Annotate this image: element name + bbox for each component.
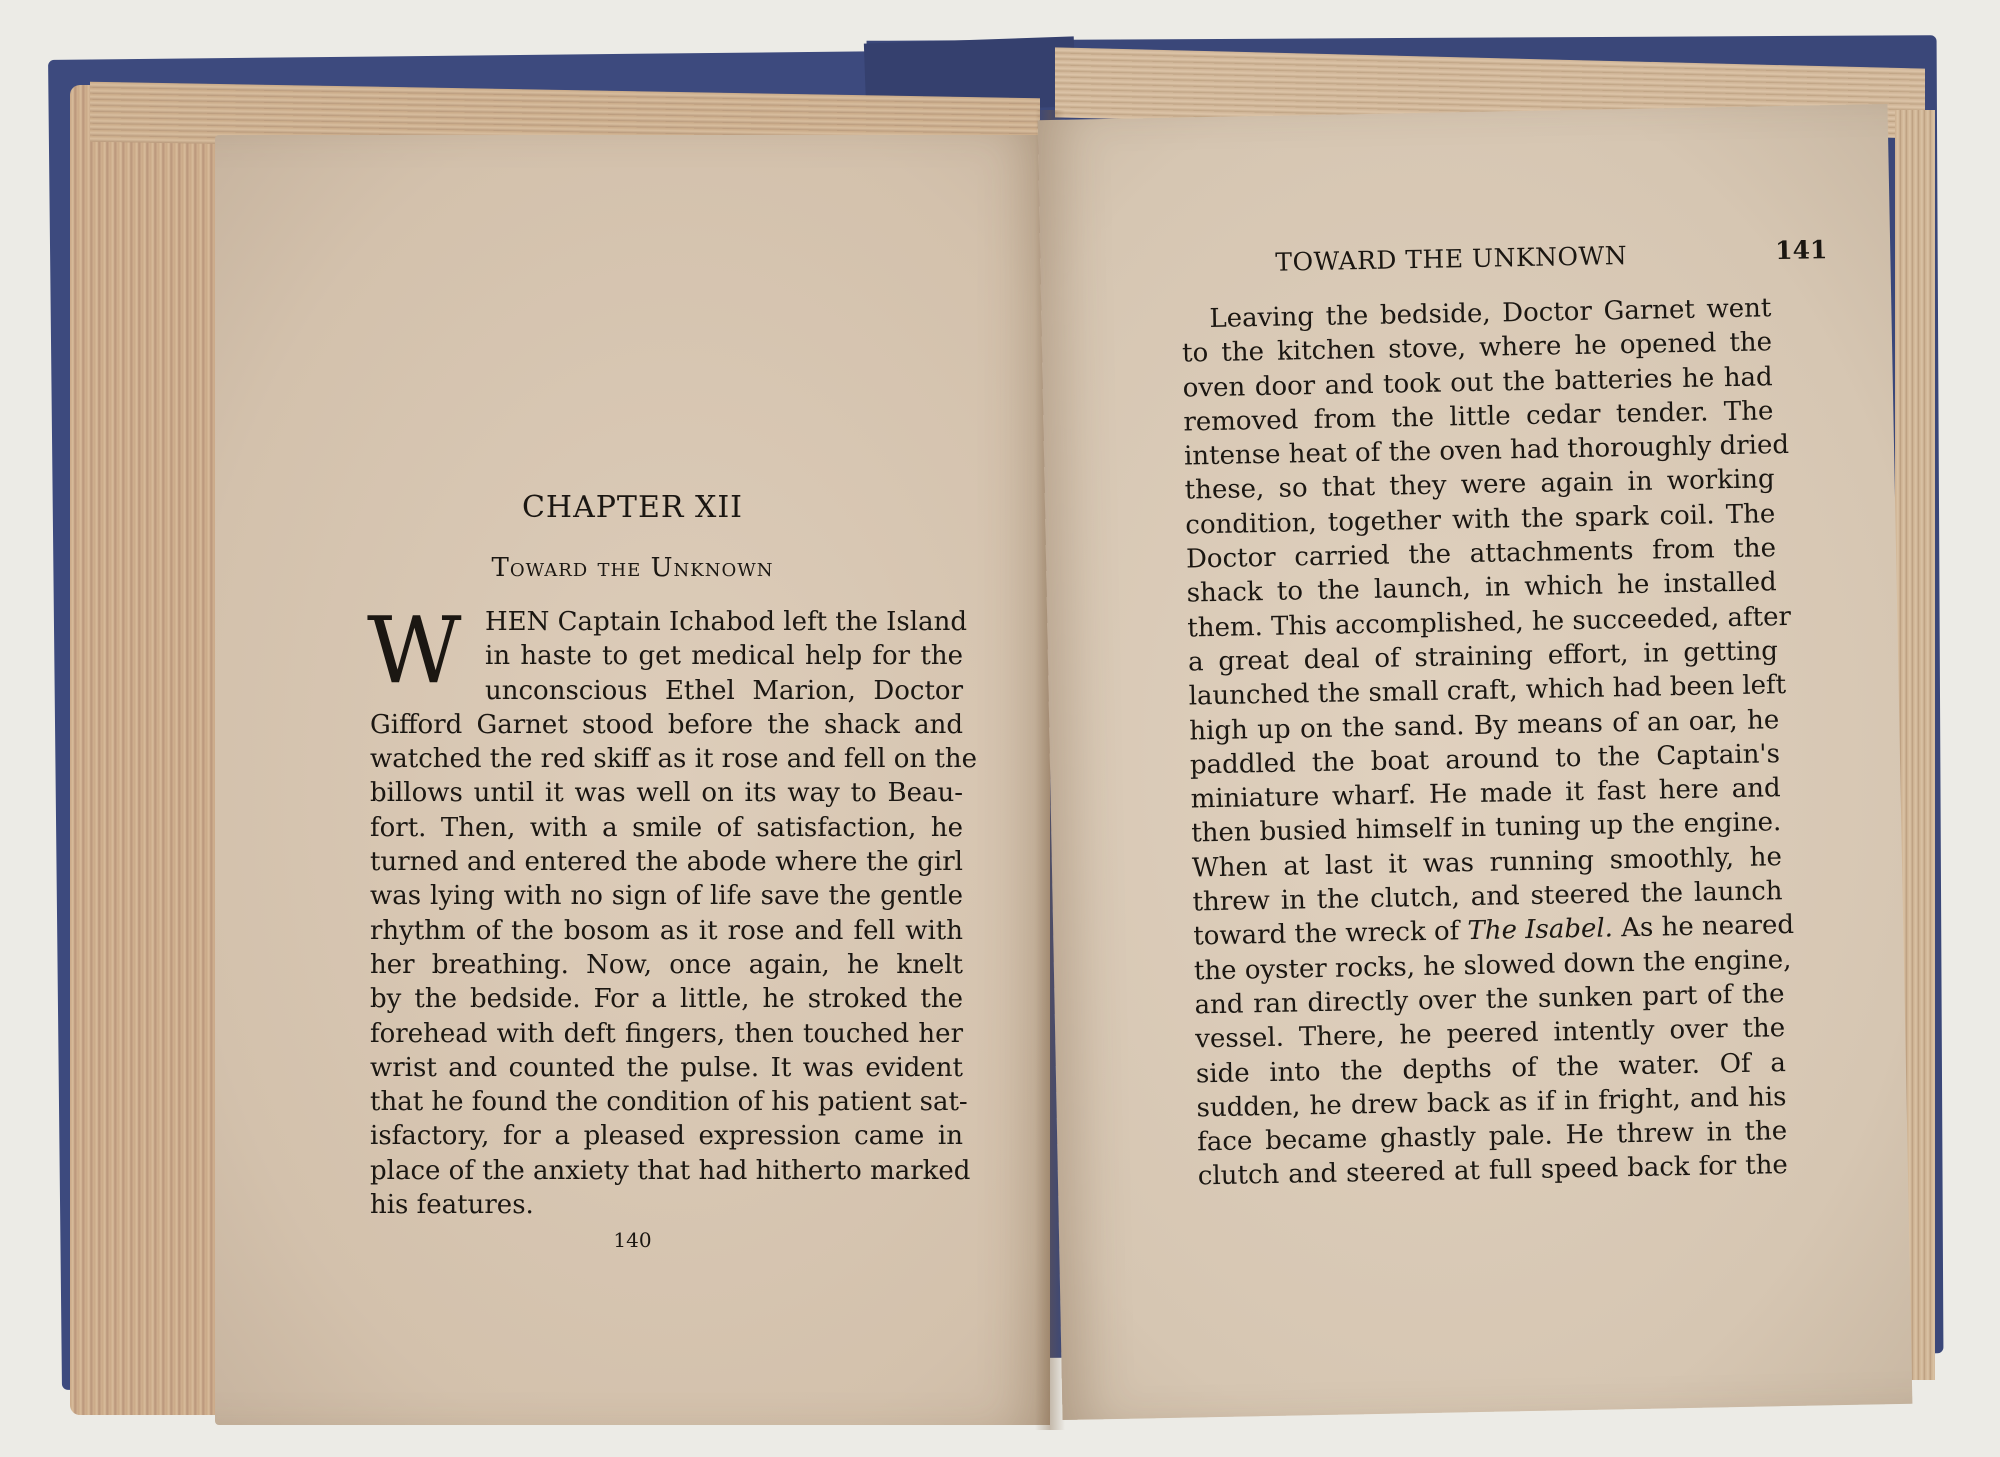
text-line: condition, together with the spark coil. The: [1185, 498, 1776, 541]
text-line: Leaving the bedside, Doctor Garnet went: [1209, 293, 1772, 335]
text-line: When at last it was running smoothly, he: [1191, 841, 1783, 884]
text-line: to the kitchen stove, where he opened the: [1181, 327, 1773, 369]
text-line: removed from the little cedar tender. The: [1183, 396, 1774, 438]
drop-cap: W: [367, 597, 462, 704]
text-line: isfactory, for a pleased expression came in: [370, 1121, 963, 1152]
text-line: his features.: [370, 1190, 534, 1221]
text-line: intense heat of the oven had thoroughly dried: [1183, 430, 1790, 472]
text-line: place of the anxiety that had hitherto marked: [370, 1155, 971, 1186]
text-run: As he neared: [1620, 910, 1795, 944]
right-page-text: [1181, 291, 1795, 1194]
left-page-text: [370, 605, 978, 1222]
text-line: billows until it was well on its way to Beau-: [370, 778, 963, 809]
text-line: sudden, he drew back as if in fright, and his: [1196, 1081, 1787, 1124]
text-line: Gifford Garnet stood before the shack and: [370, 709, 963, 740]
right-page: [1038, 104, 1913, 1420]
text-line: fort. Then, with a smile of satisfaction, he: [370, 812, 963, 843]
page-number-left: 140: [613, 1228, 652, 1252]
text-line: HEN Captain Ichabod left the Island: [485, 607, 967, 637]
text-line: rhythm of the bosom as it rose and fell with: [370, 915, 963, 946]
page-number-right: 141: [1774, 235, 1828, 266]
text-line: threw in the clutch, and steered the launch: [1192, 876, 1783, 918]
text-line: wrist and counted the pulse. It was evident: [370, 1052, 963, 1083]
text-line: and ran directly over the sunken part of the: [1194, 979, 1785, 1021]
text-line: the oyster rocks, he slowed down the engine,: [1193, 944, 1792, 987]
left-page: [215, 135, 1050, 1425]
text-line: forehead with deft fingers, then touched her: [370, 1018, 963, 1049]
text-line: clutch and steered at full speed back for the: [1197, 1150, 1789, 1192]
text-line: these, so that they were again in working: [1184, 464, 1775, 507]
text-line: a great deal of straining effort, in getting: [1187, 636, 1779, 678]
text-line: face became ghastly pale. He threw in the: [1196, 1116, 1788, 1158]
chapter-number: CHAPTER XII: [521, 490, 744, 525]
text-line: oven door and took out the batteries he had: [1182, 361, 1773, 404]
text-run: toward the wreck of: [1193, 916, 1460, 952]
text-line: paddled the boat around to the Captain's: [1189, 739, 1781, 781]
text-line: her breathing. Now, once again, he knelt: [370, 949, 963, 980]
text-line: in haste to get medical help for the: [485, 641, 963, 672]
ship-name: The Isabel.: [1467, 913, 1614, 947]
text-line: was lying with no sign of life save the gentle: [370, 881, 963, 912]
text-line: that he found the condition of his patient sat-: [370, 1087, 968, 1118]
text-line: launched the small craft, which had been left: [1188, 670, 1787, 712]
text-line: by the bedside. For a little, he stroked the: [370, 984, 963, 1015]
text-line: high up on the sand. By means of an oar, he: [1189, 704, 1780, 747]
text-line: them. This accomplished, he succeeded, after: [1187, 601, 1792, 644]
chapter-title: Toward the Unknown: [491, 553, 774, 583]
text-line: side into the depths of the water. Of a: [1195, 1047, 1787, 1089]
text-line: unconscious Ethel Marion, Doctor: [485, 675, 963, 706]
text-line: shack to the launch, in which he installed: [1186, 567, 1777, 609]
text-line: then busied himself in tuning up the engine.: [1191, 807, 1782, 849]
text-line: turned and entered the abode where the girl: [370, 847, 963, 878]
running-head: TOWARD THE UNKNOWN: [1275, 240, 1628, 277]
text-line: watched the red skiff as it rose and fell on the: [370, 744, 978, 775]
text-line: Doctor carried the attachments from the: [1185, 533, 1777, 575]
text-line: miniature wharf. He made it fast here and: [1190, 773, 1781, 815]
text-line: vessel. There, he peered intently over the: [1194, 1013, 1786, 1055]
